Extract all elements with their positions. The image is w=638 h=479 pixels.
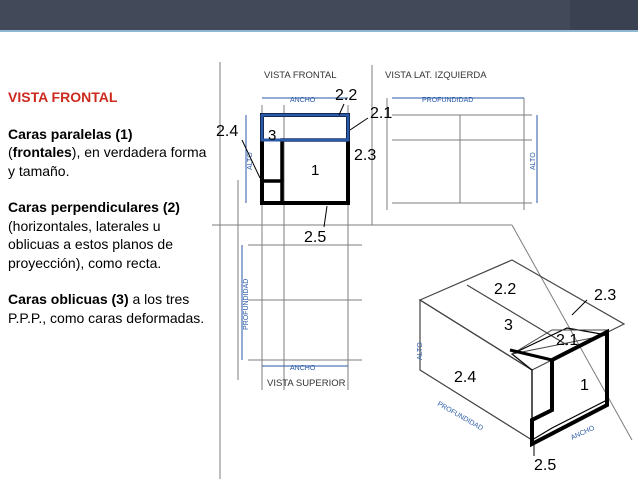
paralelas-title: Caras paralelas (1) (8, 125, 133, 142)
front-step-a (262, 181, 282, 203)
dim-alto-front: ALTO (247, 152, 254, 170)
projection-lines (212, 62, 632, 479)
oblicuas-title: Caras oblicuas (3) (8, 291, 129, 307)
slide-heading: VISTA FRONTAL (8, 89, 118, 105)
iso-dim-alto: ALTO (417, 342, 424, 360)
iso-callout-2-3: 2.3 (594, 287, 617, 304)
dim-profundidad-top: PROFUNDIDAD (243, 278, 250, 330)
paralelas-rest: ), en verdadera forma y tamaño. (8, 144, 207, 179)
title-bar-accent (570, 0, 638, 30)
slide-text-panel (8, 88, 213, 345)
callout-2-3: 2.3 (354, 147, 377, 164)
callout-3: 3 (268, 127, 277, 144)
callout-1: 1 (311, 162, 320, 179)
paralelas-open: ( (8, 144, 13, 160)
title-bar (0, 0, 638, 30)
iso-callout-2-2: 2.2 (494, 281, 517, 298)
iso-callout-3: 3 (504, 317, 513, 334)
iso-callout-2-5: 2.5 (534, 457, 557, 474)
callout-2-2: 2.2 (335, 87, 358, 104)
callout-2-4: 2.4 (216, 123, 239, 140)
side-view-label: VISTA LAT. IZQUIERDA (385, 70, 487, 81)
dim-ancho-front: ANCHO (290, 97, 316, 104)
callout-2-5: 2.5 (304, 229, 327, 246)
front-view-label: VISTA FRONTAL (264, 70, 337, 81)
perpendiculares-rest: (horizontales, laterales u oblicuas a estos planos de proyección), como recta. (8, 217, 173, 271)
paragraph-perpendiculares (8, 198, 213, 272)
iso-dim-profundidad: PROFUNDIDAD (436, 400, 484, 433)
perpendiculares-title: Caras perpendiculares (2) (8, 199, 180, 215)
paragraph-paralelas (8, 125, 213, 181)
dimension-lines (242, 98, 537, 366)
dim-ancho-top: ANCHO (290, 365, 316, 372)
front-callouts (216, 87, 392, 246)
dim-alto-side: ALTO (530, 152, 537, 170)
iso-callout-2-1: 2.1 (556, 332, 579, 349)
title-bar-divider (0, 30, 638, 32)
iso-callouts (454, 281, 616, 474)
oblicuas-rest: a los tres P.P.P., como caras deformadas. (8, 291, 205, 326)
callout-2-1: 2.1 (370, 105, 393, 122)
paragraph-oblicuas (8, 290, 213, 327)
iso-callout-2-4: 2.4 (454, 369, 477, 386)
top-view-label: VISTA SUPERIOR (267, 378, 346, 389)
technical-drawing (212, 60, 638, 479)
iso-callout-1: 1 (580, 377, 589, 394)
iso-dim-ancho: ANCHO (569, 424, 596, 442)
paralelas-frontales: frontales (12, 144, 72, 160)
dim-profundidad-side: PROFUNDIDAD (422, 97, 474, 104)
